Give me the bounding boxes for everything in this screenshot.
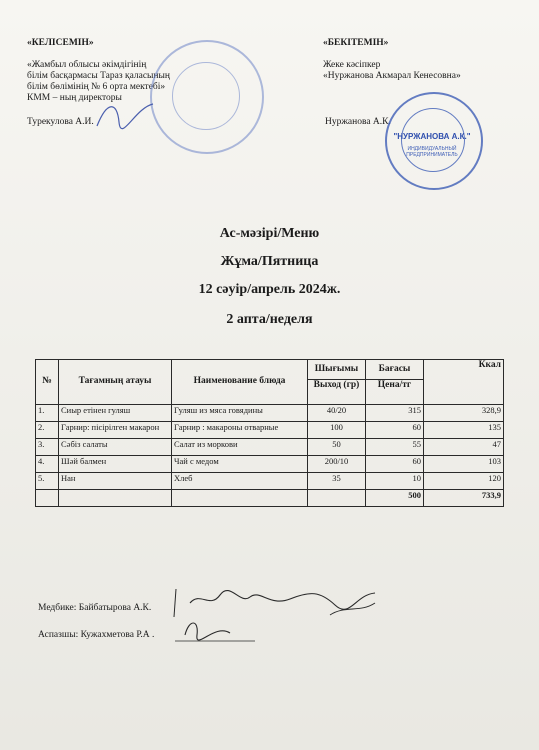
header-price: Бағасы (366, 360, 424, 380)
row-number: 2. (36, 422, 59, 439)
dish-name-ru: Гарнир : макароны отварные (172, 422, 308, 439)
dish-name-kz: Нан (59, 473, 172, 490)
table-row (36, 439, 504, 456)
header-kcal: Ккал (424, 360, 504, 405)
dish-name-ru: Гуляш из мяса говядины (172, 405, 308, 422)
dish-price: 55 (366, 439, 424, 456)
dish-price: 60 (366, 422, 424, 439)
row-number: 4. (36, 456, 59, 473)
dish-output: 35 (308, 473, 366, 490)
table-row (36, 405, 504, 422)
stamp-name: "НУРЖАНОВА А.К." (393, 132, 471, 141)
subheader-price: Цена/тг (366, 380, 424, 405)
left-approval-title: «КЕЛІСЕМІН» (27, 38, 94, 48)
nurse-signature-label: Медбике: Байбатырова А.К. (38, 603, 152, 613)
right-approval-signer: Нуржанова А.К. (325, 117, 391, 127)
row-number: 1. (36, 405, 59, 422)
dish-output: 200/10 (308, 456, 366, 473)
menu-day: Жұма/Пятница (220, 254, 319, 269)
total-price: 500 (366, 490, 424, 507)
dish-name-ru: Чай с медом (172, 456, 308, 473)
dish-name-ru: Салат из моркови (172, 439, 308, 456)
cook-signature-scribble (175, 615, 265, 645)
header-name-kz: Тағамның атауы (59, 360, 172, 405)
dish-kcal: 120 (424, 473, 504, 490)
dish-name-ru: Хлеб (172, 473, 308, 490)
dish-kcal: 135 (424, 422, 504, 439)
dish-price: 10 (366, 473, 424, 490)
dish-output: 50 (308, 439, 366, 456)
right-approval-title: «БЕКІТЕМІН» (323, 38, 389, 48)
totals-row (36, 490, 504, 507)
menu-table (35, 359, 504, 507)
right-approval-line2: «Нуржанова Акмарал Кенесовна» (323, 71, 461, 81)
dish-name-kz: Гарнир: пісірілген макарон (59, 422, 172, 439)
row-number: 3. (36, 439, 59, 456)
school-round-stamp (150, 40, 264, 154)
dish-price: 315 (366, 405, 424, 422)
entrepreneur-round-stamp (385, 92, 483, 190)
left-approval-line4: КММ – ның директоры (27, 93, 122, 103)
header-number: № (36, 360, 59, 405)
left-signature-scribble (95, 96, 155, 136)
dish-kcal: 47 (424, 439, 504, 456)
menu-date: 12 сәуір/апрель 2024ж. (198, 282, 341, 297)
dish-kcal: 328,9 (424, 405, 504, 422)
row-number: 5. (36, 473, 59, 490)
dish-name-kz: Сиыр етінен гуляш (59, 405, 172, 422)
menu-week: 2 апта/неделя (226, 312, 313, 327)
total-kcal: 733,9 (424, 490, 504, 507)
header-output: Шығымы (308, 360, 366, 380)
left-approval-line1: «Жамбыл облысы әкімдігінің (27, 60, 147, 70)
table-row (36, 422, 504, 439)
right-approval-line1: Жеке кәсіпкер (323, 60, 381, 70)
header-name-ru: Наименование блюда (172, 360, 308, 405)
dish-name-kz: Сәбіз салаты (59, 439, 172, 456)
left-approval-line2: білім басқармасы Тараз қаласының (27, 71, 170, 81)
cook-signature-label: Аспазшы: Кужахметова Р.А . (38, 630, 155, 640)
dish-kcal: 103 (424, 456, 504, 473)
table-row (36, 473, 504, 490)
dish-name-kz: Шәй балмен (59, 456, 172, 473)
left-approval-signer: Турекулова А.И. (27, 117, 94, 127)
menu-title: Ас-мәзірі/Меню (219, 226, 320, 241)
dish-price: 60 (366, 456, 424, 473)
left-approval-line3: білім бөлімінің № 6 орта мектебі» (27, 82, 166, 92)
dish-output: 100 (308, 422, 366, 439)
stamp-subtitle: ИНДИВИДУАЛЬНЫЙ ПРЕДПРИНИМАТЕЛЬ (406, 146, 458, 158)
dish-output: 40/20 (308, 405, 366, 422)
table-row (36, 456, 504, 473)
subheader-output: Выход (гр) (308, 380, 366, 405)
